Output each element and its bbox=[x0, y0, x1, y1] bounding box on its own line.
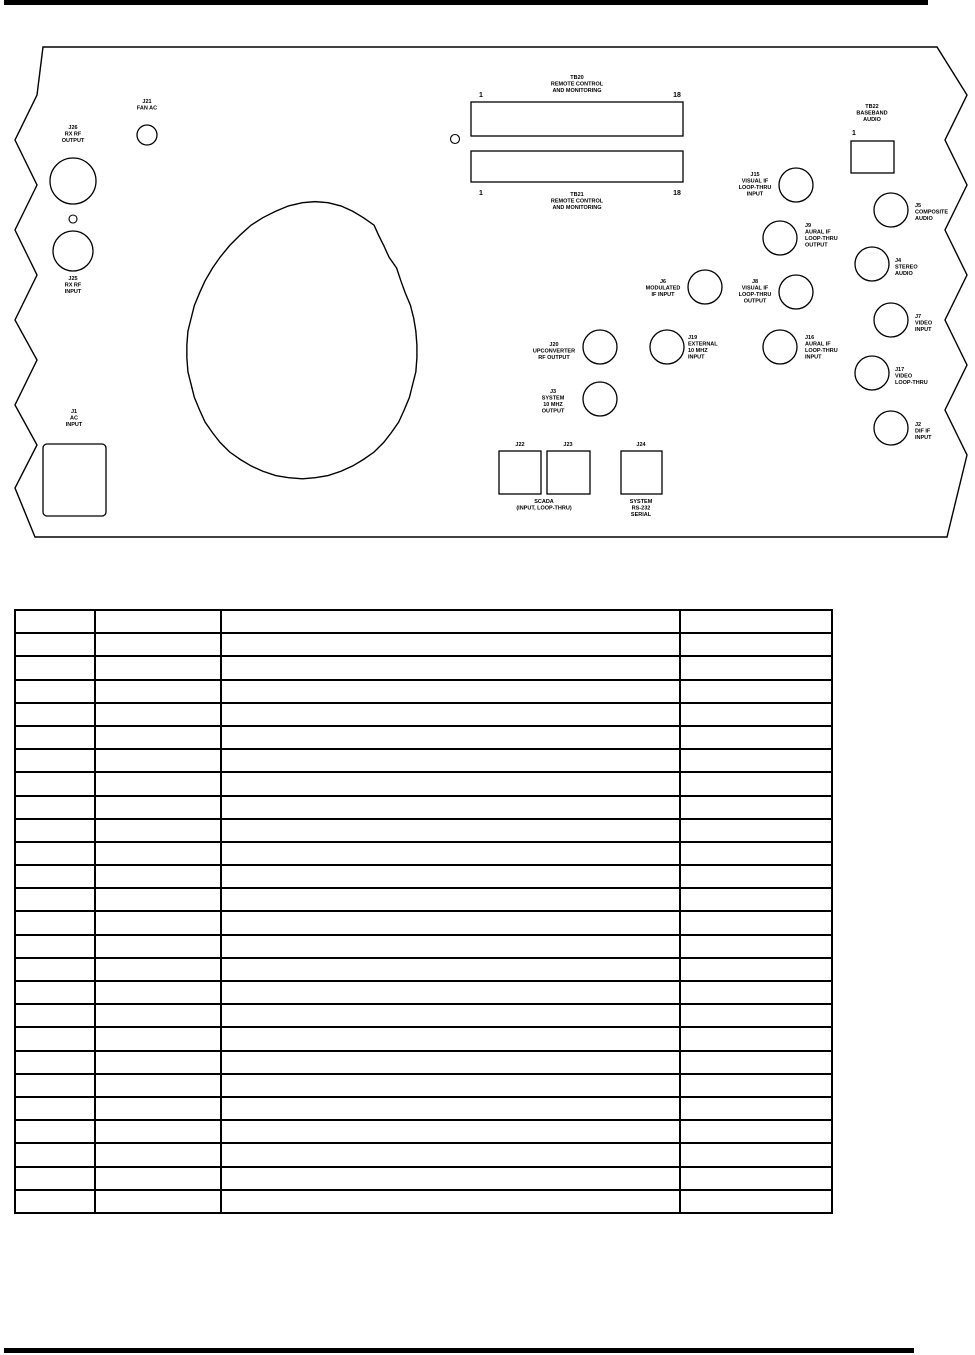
j6-label: J6 MODULATED IF INPUT bbox=[645, 279, 681, 298]
table-cell bbox=[15, 911, 95, 934]
table-row bbox=[15, 1120, 832, 1143]
table-cell bbox=[680, 633, 832, 656]
j19-connector bbox=[650, 330, 684, 364]
j24-id-label: J24 bbox=[636, 442, 646, 448]
table-row bbox=[15, 1097, 832, 1120]
table-header-cell bbox=[95, 610, 221, 633]
j1-connector bbox=[43, 444, 106, 516]
j16-connector bbox=[763, 330, 797, 364]
tb20-pin-end: 18 bbox=[673, 92, 681, 99]
table-row bbox=[15, 703, 832, 726]
tb20-pin-start: 1 bbox=[479, 92, 483, 99]
table-cell bbox=[15, 958, 95, 981]
table-cell bbox=[15, 1190, 95, 1213]
table-cell bbox=[95, 1027, 221, 1050]
table-cell bbox=[95, 911, 221, 934]
j15-label: J15 VISUAL IF LOOP-THRU INPUT bbox=[738, 172, 772, 198]
table-cell bbox=[15, 865, 95, 888]
table-cell bbox=[15, 772, 95, 795]
table-cell bbox=[95, 633, 221, 656]
table-cell bbox=[95, 1074, 221, 1097]
table-cell bbox=[15, 888, 95, 911]
table-cell bbox=[680, 958, 832, 981]
table-cell bbox=[221, 796, 680, 819]
scada-label: SCADA (INPUT, LOOP-THRU) bbox=[516, 499, 572, 512]
j8-label: J8 VISUAL IF LOOP-THRU OUTPUT bbox=[738, 279, 772, 305]
table-row bbox=[15, 958, 832, 981]
tb20-terminal-block bbox=[471, 102, 683, 136]
j3-label: J3 SYSTEM 10 MHZ OUTPUT bbox=[541, 389, 565, 415]
table-cell bbox=[15, 981, 95, 1004]
table-cell bbox=[95, 772, 221, 795]
table-cell bbox=[221, 1167, 680, 1190]
j5-connector bbox=[874, 193, 908, 227]
table-cell bbox=[15, 633, 95, 656]
j23-label: J23 bbox=[563, 442, 573, 448]
bottom-rule bbox=[4, 1348, 914, 1353]
tb22-label: TB22 BASEBAND AUDIO bbox=[856, 104, 888, 123]
j2-label: J2 DIF IF INPUT bbox=[915, 422, 932, 441]
table-cell bbox=[95, 656, 221, 679]
j20-connector bbox=[583, 330, 617, 364]
tb21-terminal-block bbox=[471, 151, 683, 182]
table-cell bbox=[680, 703, 832, 726]
table-cell bbox=[15, 1167, 95, 1190]
table-header-cell bbox=[221, 610, 680, 633]
j20-label: J20 UPCONVERTER RF OUTPUT bbox=[532, 342, 576, 361]
table-cell bbox=[680, 656, 832, 679]
table-cell bbox=[95, 888, 221, 911]
table-cell bbox=[15, 1097, 95, 1120]
table-cell bbox=[15, 1051, 95, 1074]
table-row bbox=[15, 842, 832, 865]
table-row bbox=[15, 865, 832, 888]
tb22-terminal-block bbox=[851, 141, 894, 173]
table-cell bbox=[15, 680, 95, 703]
j6-connector bbox=[688, 270, 722, 304]
j9-label: J9 AURAL IF LOOP-THRU OUTPUT bbox=[805, 223, 838, 249]
table-cell bbox=[221, 981, 680, 1004]
table-cell bbox=[221, 1027, 680, 1050]
tb20-label: TB20 REMOTE CONTROL AND MONITORING bbox=[550, 75, 604, 94]
table-cell bbox=[221, 819, 680, 842]
table-cell bbox=[680, 1051, 832, 1074]
j22-connector bbox=[499, 451, 541, 494]
j25-connector bbox=[53, 231, 93, 271]
table-cell bbox=[680, 1004, 832, 1027]
table-cell bbox=[15, 1143, 95, 1166]
j23-connector bbox=[547, 451, 590, 494]
table-cell bbox=[221, 656, 680, 679]
table-cell bbox=[680, 1190, 832, 1213]
table-cell bbox=[680, 935, 832, 958]
table-cell bbox=[95, 1120, 221, 1143]
table-row bbox=[15, 633, 832, 656]
table-cell bbox=[95, 1097, 221, 1120]
table-cell bbox=[15, 1120, 95, 1143]
table-cell bbox=[680, 1120, 832, 1143]
j9-connector bbox=[763, 221, 797, 255]
table-row bbox=[15, 726, 832, 749]
j24-connector bbox=[621, 451, 662, 494]
table-cell bbox=[95, 819, 221, 842]
table-cell bbox=[15, 656, 95, 679]
table-cell bbox=[95, 1051, 221, 1074]
table-cell bbox=[221, 1143, 680, 1166]
table-cell bbox=[680, 911, 832, 934]
table-cell bbox=[221, 772, 680, 795]
indicator-led bbox=[451, 135, 460, 144]
table-cell bbox=[95, 1167, 221, 1190]
table-cell bbox=[221, 749, 680, 772]
table-cell bbox=[221, 1004, 680, 1027]
table-cell bbox=[15, 1027, 95, 1050]
table-cell bbox=[221, 958, 680, 981]
table-cell bbox=[221, 1120, 680, 1143]
table-cell bbox=[95, 1143, 221, 1166]
table-cell bbox=[95, 749, 221, 772]
table-cell bbox=[15, 726, 95, 749]
j22-label: J22 bbox=[515, 442, 525, 448]
j8-connector bbox=[779, 275, 813, 309]
table-row bbox=[15, 1051, 832, 1074]
table-cell bbox=[680, 749, 832, 772]
table-row bbox=[15, 981, 832, 1004]
table-cell bbox=[15, 703, 95, 726]
table-cell bbox=[680, 819, 832, 842]
j4-connector bbox=[855, 247, 889, 281]
table-header-row bbox=[15, 610, 832, 633]
connector-table-grid bbox=[14, 609, 833, 1214]
j3-connector bbox=[583, 382, 617, 416]
j17-label: J17 VIDEO LOOP-THRU bbox=[895, 367, 928, 386]
table-cell bbox=[680, 981, 832, 1004]
table-cell bbox=[15, 796, 95, 819]
table-row bbox=[15, 1143, 832, 1166]
table-row bbox=[15, 749, 832, 772]
table-header-cell bbox=[680, 610, 832, 633]
table-cell bbox=[95, 958, 221, 981]
table-row bbox=[15, 772, 832, 795]
table-cell bbox=[95, 981, 221, 1004]
table-row bbox=[15, 656, 832, 679]
table-row bbox=[15, 1027, 832, 1050]
j15-connector bbox=[779, 168, 813, 202]
connector-table bbox=[14, 609, 833, 1214]
table-cell bbox=[95, 796, 221, 819]
table-row bbox=[15, 819, 832, 842]
tb22-pin-start: 1 bbox=[852, 130, 856, 137]
j2-connector bbox=[874, 411, 908, 445]
tb21-pin-end: 18 bbox=[673, 190, 681, 197]
table-cell bbox=[680, 1097, 832, 1120]
table-cell bbox=[680, 726, 832, 749]
table-cell bbox=[15, 819, 95, 842]
table-cell bbox=[680, 1027, 832, 1050]
table-cell bbox=[15, 1074, 95, 1097]
table-cell bbox=[221, 1190, 680, 1213]
j19-label: J19 EXTERNAL 10 MHZ INPUT bbox=[688, 335, 718, 361]
table-cell bbox=[680, 1143, 832, 1166]
table-cell bbox=[680, 772, 832, 795]
j17-connector bbox=[855, 356, 889, 390]
j26-label: J26 RX RF OUTPUT bbox=[61, 125, 85, 144]
rx-indicator-led bbox=[69, 215, 77, 223]
table-cell bbox=[95, 1190, 221, 1213]
table-row bbox=[15, 680, 832, 703]
table-row bbox=[15, 796, 832, 819]
table-cell bbox=[15, 1004, 95, 1027]
table-cell bbox=[95, 935, 221, 958]
table-row bbox=[15, 1167, 832, 1190]
table-cell bbox=[15, 842, 95, 865]
j21-connector bbox=[137, 125, 157, 145]
j5-label: J5 COMPOSITE AUDIO bbox=[915, 203, 949, 222]
table-cell bbox=[221, 633, 680, 656]
table-cell bbox=[221, 842, 680, 865]
table-cell bbox=[221, 888, 680, 911]
table-cell bbox=[95, 1004, 221, 1027]
table-cell bbox=[221, 726, 680, 749]
j25-label: J25 RX RF INPUT bbox=[64, 276, 82, 295]
table-row bbox=[15, 888, 832, 911]
j1-label: J1 AC INPUT bbox=[65, 409, 83, 428]
table-row bbox=[15, 1190, 832, 1213]
j4-label: J4 STEREO AUDIO bbox=[895, 258, 918, 277]
table-cell bbox=[221, 865, 680, 888]
table-cell bbox=[680, 865, 832, 888]
table-cell bbox=[221, 1097, 680, 1120]
j7-connector bbox=[874, 303, 908, 337]
table-cell bbox=[680, 796, 832, 819]
table-cell bbox=[680, 888, 832, 911]
table-cell bbox=[680, 680, 832, 703]
table-row bbox=[15, 1074, 832, 1097]
rear-panel-diagram bbox=[0, 0, 975, 600]
fan-opening bbox=[187, 202, 417, 479]
j26-connector bbox=[50, 158, 96, 204]
table-cell bbox=[95, 842, 221, 865]
j21-label: J21 FAN AC bbox=[136, 99, 158, 112]
table-row bbox=[15, 935, 832, 958]
table-cell bbox=[221, 1051, 680, 1074]
table-cell bbox=[221, 911, 680, 934]
table-cell bbox=[680, 1074, 832, 1097]
j24-label: SYSTEM RS-232 SERIAL bbox=[629, 499, 653, 518]
table-cell bbox=[95, 703, 221, 726]
table-cell bbox=[95, 726, 221, 749]
table-header-cell bbox=[15, 610, 95, 633]
table-row bbox=[15, 1004, 832, 1027]
j7-label: J7 VIDEO INPUT bbox=[915, 314, 933, 333]
table-cell bbox=[221, 680, 680, 703]
table-row bbox=[15, 911, 832, 934]
tb21-pin-start: 1 bbox=[479, 190, 483, 197]
table-cell bbox=[680, 1167, 832, 1190]
panel-outline bbox=[15, 47, 967, 537]
table-cell bbox=[15, 749, 95, 772]
table-cell bbox=[221, 1074, 680, 1097]
table-cell bbox=[680, 842, 832, 865]
table-cell bbox=[221, 703, 680, 726]
j16-label: J16 AURAL IF LOOP-THRU INPUT bbox=[805, 335, 838, 361]
table-cell bbox=[15, 935, 95, 958]
table-cell bbox=[95, 680, 221, 703]
tb21-label: TB21 REMOTE CONTROL AND MONITORING bbox=[550, 192, 604, 211]
table-cell bbox=[95, 865, 221, 888]
table-cell bbox=[221, 935, 680, 958]
